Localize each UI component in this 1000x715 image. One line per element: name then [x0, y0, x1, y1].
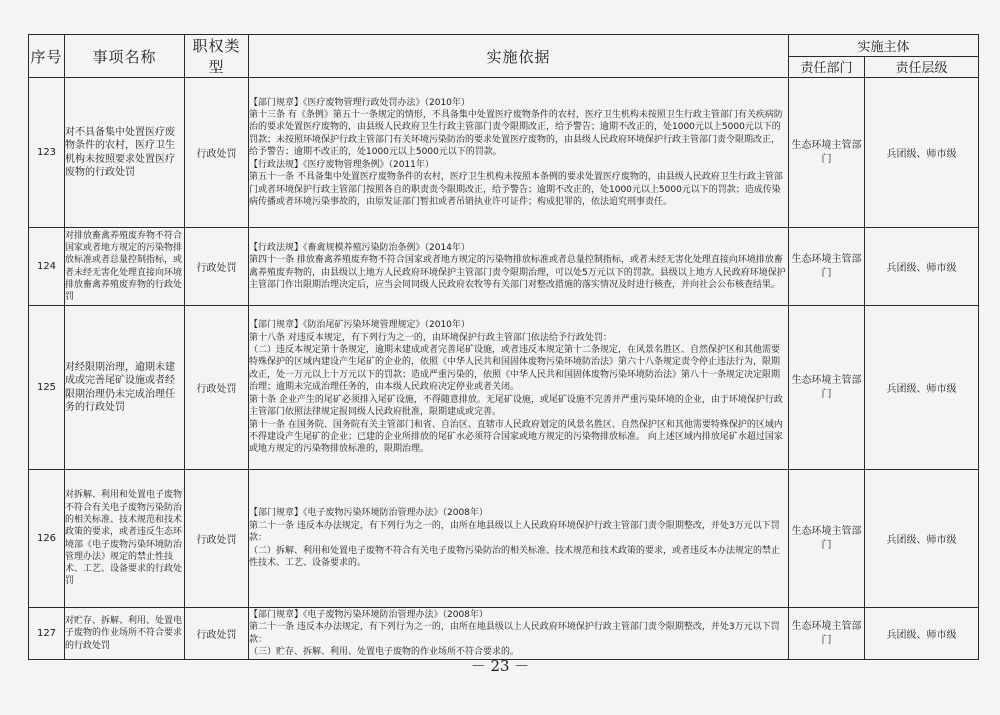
row-number: 124: [29, 228, 65, 306]
basis-paragraph: 【部门规章】《防治尾矿污染环境管理规定》（2010年）: [249, 320, 470, 331]
table-row: [29, 78, 979, 228]
table-row: [29, 608, 979, 660]
header-dept: 责任部门: [789, 56, 865, 78]
basis-paragraph: 【部门规章】《医疗废物管理行政处罚办法》（2010年）: [249, 97, 470, 108]
header-type: 职权类型: [185, 35, 249, 78]
authority-type: 行政处罚: [185, 228, 249, 306]
table-row: [29, 228, 979, 306]
basis-paragraph: （二）拆解、利用和处置电子废物不符合有关电子废物污染防治的相关标准、技术规范和技术政策的要求，或者违反本办法规定的禁止性技术、工艺、设备要求的。: [249, 545, 781, 569]
row-number: 127: [29, 608, 65, 660]
legal-basis: [249, 608, 789, 660]
responsible-dept: 生态环境主管部门: [789, 608, 865, 660]
responsible-level: 兵团级、师市级: [865, 228, 979, 306]
basis-paragraph: （二）违反本规定第十条规定，逾期未建成或者完善尾矿设施，或者违反本规定第十二条规定，在风景名胜区、自然保护区和其他需要特殊保护的区域内建设产生尾矿的企业的，依照《中华人民共和国固体废物污染环境防治法》第六十八条规定责令停止违法行为，限期改正，处一万元以上十万元以下的罚款；造成严重污染的，依照《中华人民共和国固体废物污染环境防治法》第八十一条规定决定限期治理；逾期未完成治理任务的，由本级人民政府决定停业或者关闭。: [249, 345, 781, 393]
header-seq: 序号: [29, 35, 65, 78]
authority-type: 行政处罚: [185, 608, 249, 660]
responsible-level: 兵团级、师市级: [865, 470, 979, 608]
basis-paragraph: 【部门规章】《电子废物污染环境防治管理办法》（2008年）: [249, 508, 488, 519]
header-subject: 实施主体: [789, 35, 979, 57]
header-name: 事项名称: [65, 35, 185, 78]
basis-paragraph: 第十一条 在国务院、国务院有关主管部门和省、自治区、直辖市人民政府划定的风景名胜区、自然保护区和其他需要特殊保护的区域内不得建设产生尾矿的企业；已建的企业所排放的尾矿水必须符合国家或地方规定的污染物排放标准。 向上述区域内排放尾矿水超过国家或地方规定的污染物排放标准的，限期治理。: [249, 419, 783, 455]
basis-paragraph: 第二十一条 违反本办法规定，有下列行为之一的，由所在地县级以上人民政府环境保护行政主管部门责令限期整改，并处3万元以下罚款：: [249, 622, 780, 645]
authority-type: 行政处罚: [185, 470, 249, 608]
item-name: 对拆解、利用和处置电子废物不符合有关电子废物污染防治的相关标准、技术规范和技术政策的要求，或者违反生态环境部《电子废物污染环境防治管理办法》规定的禁止性技术、工艺、设备要求的行政处罚: [65, 470, 185, 608]
responsible-dept: 生态环境主管部门: [789, 470, 865, 608]
row-number: 125: [29, 306, 65, 470]
responsible-level: 兵团级、师市级: [865, 78, 979, 228]
basis-paragraph: 第五十一条 不具备集中处置医疗废物条件的农村，医疗卫生机构未按照本条例的要求处置医疗废物的，由县级人民政府卫生行政主管部门或者环境保护行政主管部门按照各自的职责责令限期改正，给予警告；逾期不改正的，处1000元以上5000元以下的罚款；造成传染病传播或者环境污染事故的，由原发证部门暂扣或者吊销执业许可证件；构成犯罪的，依法追究刑事责任。: [249, 172, 783, 207]
row-number: 126: [29, 470, 65, 608]
authority-type: 行政处罚: [185, 78, 249, 228]
header-level: 责任层级: [865, 56, 979, 78]
responsible-dept: 生态环境主管部门: [789, 228, 865, 306]
table-row: [29, 306, 979, 470]
basis-paragraph: 【行政法规】《医疗废物管理条例》（2011年）: [249, 159, 434, 170]
item-name: 对贮存、拆解、利用、处置电子废物的作业场所不符合要求的行政处罚: [65, 608, 185, 660]
basis-paragraph: 第十八条 对违反本规定，有下列行为之一的，由环境保护行政主管部门依法给予行政处罚：: [249, 332, 612, 343]
item-name: 对经限期治理，逾期未建成或完善尾矿设施或者经限期治理仍未完成治理任务的行政处罚: [65, 306, 185, 470]
basis-paragraph: 第十条 企业产生的尾矿必须排入尾矿设施，不得随意排放。无尾矿设施，或尾矿设施不完善并严重污染环境的企业，由于环境保护行政主管部门依照法律规定报同级人民政府批准，限期建成或完善。: [249, 394, 783, 418]
responsible-level: 兵团级、师市级: [865, 608, 979, 660]
basis-paragraph: 第十三条 有《条例》第五十一条规定的情形，不具备集中处置医疗废物条件的农村，医疗卫生机构未按照卫生行政主管部门有关疾病防治的要求处置医疗废物的，由县级人民政府卫生行政主管部门责令限期改正，给予警告；逾期不改正的，处1000元以上5000元以下的罚款；未按照环境保护行政主管部门有关环境污染防治的要求处置医疗废物的，由县级人民政府环境保护行政主管部门责令限期改正，给予警告；逾期不改正的，处1000元以上5000元以下的罚款。: [249, 110, 783, 158]
responsible-level: 兵团级、师市级: [865, 306, 979, 470]
row-number: 123: [29, 78, 65, 228]
basis-paragraph: 第四十一条 排放畜禽养殖废弃物不符合国家或者地方规定的污染物排放标准或者总量控制指标，或者未经无害化处理直接向环境排放畜禽养殖废弃物的，由县级以上地方人民政府环境保护主管部门责令限期治理，可以处5万元以下的罚款。县级以上地方人民政府环境保护主管部门作出限期治理决定后，应当会同同级人民政府农牧等有关部门对整改措施的落实情况及时进行核查，并向社会公布核查结果。: [249, 255, 786, 290]
legal-basis: [249, 228, 789, 306]
responsible-dept: 生态环境主管部门: [789, 306, 865, 470]
legal-basis: [249, 470, 789, 608]
item-name: 对排放畜禽养殖废弃物不符合国家或者地方规定的污染物排放标准或者总量控制指标，或者未经无害化处理直接向环境排放畜禽养殖废弃物的行政处罚: [65, 228, 185, 306]
authority-table: [28, 34, 979, 660]
basis-paragraph: 第二十一条 违反本办法规定，有下列行为之一的，由所在地县级以上人民政府环境保护行政主管部门责令限期整改，并处3万元以下罚款：: [249, 520, 780, 544]
item-name: 对不具备集中处置医疗废物条件的农村，医疗卫生机构未按照要求处置医疗废物的行政处罚: [65, 78, 185, 228]
header-basis: 实施依据: [249, 35, 789, 78]
responsible-dept: 生态环境主管部门: [789, 78, 865, 228]
table-row: [29, 470, 979, 608]
page-number: － 23 －: [470, 657, 530, 675]
basis-paragraph: （三）贮存、拆解、利用、处置电子废物的作业场所不符合要求的。: [249, 646, 520, 657]
basis-paragraph: 【部门规章】《电子废物污染环境防治管理办法》（2008年）: [249, 609, 488, 620]
basis-paragraph: 【行政法规】《畜禽规模养殖污染防治条例》（2014年）: [249, 242, 470, 253]
authority-type: 行政处罚: [185, 306, 249, 470]
legal-basis: [249, 78, 789, 228]
legal-basis: [249, 306, 789, 470]
